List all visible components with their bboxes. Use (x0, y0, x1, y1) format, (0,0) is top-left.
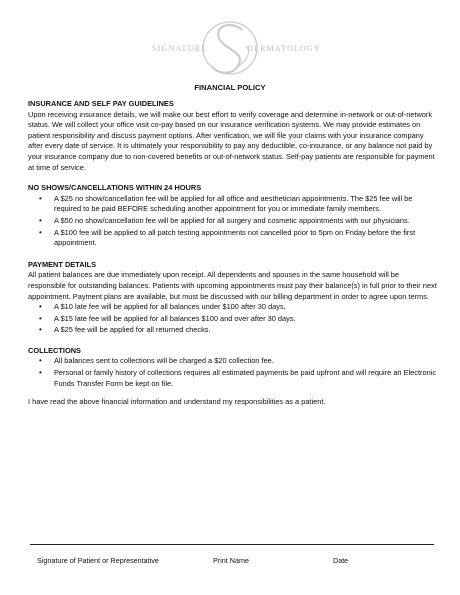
list-item-text: A $25 no show/cancellation fee will be applied for all office and aesthetician appointments. The $25 fee will be required to be paid BEFORE scheduling another appointment for you or immediate family members. (54, 193, 413, 214)
list-item (28, 216, 438, 227)
noshow-list (28, 194, 438, 249)
signature-label: Signature of Patient or Representative (37, 556, 159, 565)
noshow-heading: NO SHOWS/CANCELLATIONS WITHIN 24 HOURS (28, 183, 202, 193)
bullet-icon: • (39, 193, 42, 203)
list-item-text: A $50 no show/cancellation fee will be applied for all surgery and cosmetic appointments with our physicians. (54, 215, 410, 225)
collections-list (28, 356, 438, 389)
bullet-icon: • (39, 313, 42, 323)
policy-content (28, 99, 438, 408)
payment-list (28, 302, 438, 336)
logo-graphic (150, 16, 321, 80)
list-item (28, 325, 438, 336)
insurance-heading: INSURANCE AND SELF PAY GUIDELINES (28, 99, 174, 108)
list-item-text: A $25 fee will be applied for all returned checks. (54, 325, 211, 335)
bullet-icon: • (39, 215, 42, 225)
bullet-icon: • (39, 227, 42, 237)
list-item-text: A $15 late fee will be applied for all balances $100 and over after 30 days. (54, 313, 296, 323)
list-item (28, 302, 438, 313)
signature-dermatology-logo (150, 16, 321, 80)
logo-text-right: DERMATOLOGY (247, 44, 321, 53)
list-item-text: A $100 fee will be applied to all patch testing appointments not cancelled prior to 5pm on Friday before the first appointment. (54, 227, 416, 248)
list-item (28, 194, 438, 215)
print-name-label: Print Name (213, 556, 249, 565)
list-item (28, 368, 438, 389)
page-title: FINANCIAL POLICY (194, 83, 266, 92)
payment-body: All patient balances are due immediately upon receipt. All dependents and spouses in the same household will be responsible for outstanding balances. Patients with upcoming appointments must pay their balance(s) in full prior to their next appointment. Payment plans are available, but must be discussed with our billing department in order to agree upon terms. (28, 270, 437, 301)
list-item-text: All balances sent to collections will be charged a $20 collection fee. (54, 356, 274, 366)
list-item (28, 228, 438, 249)
payment-heading: PAYMENT DETAILS (28, 259, 97, 269)
bullet-icon: • (39, 325, 42, 335)
date-label: Date (333, 556, 349, 565)
signature-line[interactable] (30, 544, 434, 545)
acknowledgement-text: I have read the above financial information and understand my responsibilities as a patient. (28, 397, 326, 407)
list-item (28, 314, 438, 325)
list-item-text: Personal or family history of collections requires all estimated payments be paid upfront and will require an Electronic Funds Transfer Form be kept on file. (54, 368, 437, 388)
list-item-text: A $10 late fee will be applied for all balances under $100 after 30 days. (54, 302, 286, 312)
bullet-icon: • (39, 368, 42, 378)
collections-heading: COLLECTIONS (28, 345, 81, 355)
bullet-icon: • (39, 356, 42, 366)
bullet-icon: • (39, 302, 42, 312)
insurance-body: Upon receiving insurance details, we will make our best effort to verify coverage and determine in-network or out-of-network status. We will collect your office visit co-pay based on our insurance verification systems. We may provide estimates on patient responsibility and discuss payment options. After verification, we will file your claims with your insurance company after every date of service. It is ultimately your responsibility to pay any deductible, co-insurance, or any balance not paid by your insurance company due to non-covered benefits or out-of-network status. Self-pay patients are responsible for payment at time of service. (28, 109, 435, 172)
logo-text-left: SIGNATURE (152, 44, 208, 53)
list-item (28, 356, 438, 367)
